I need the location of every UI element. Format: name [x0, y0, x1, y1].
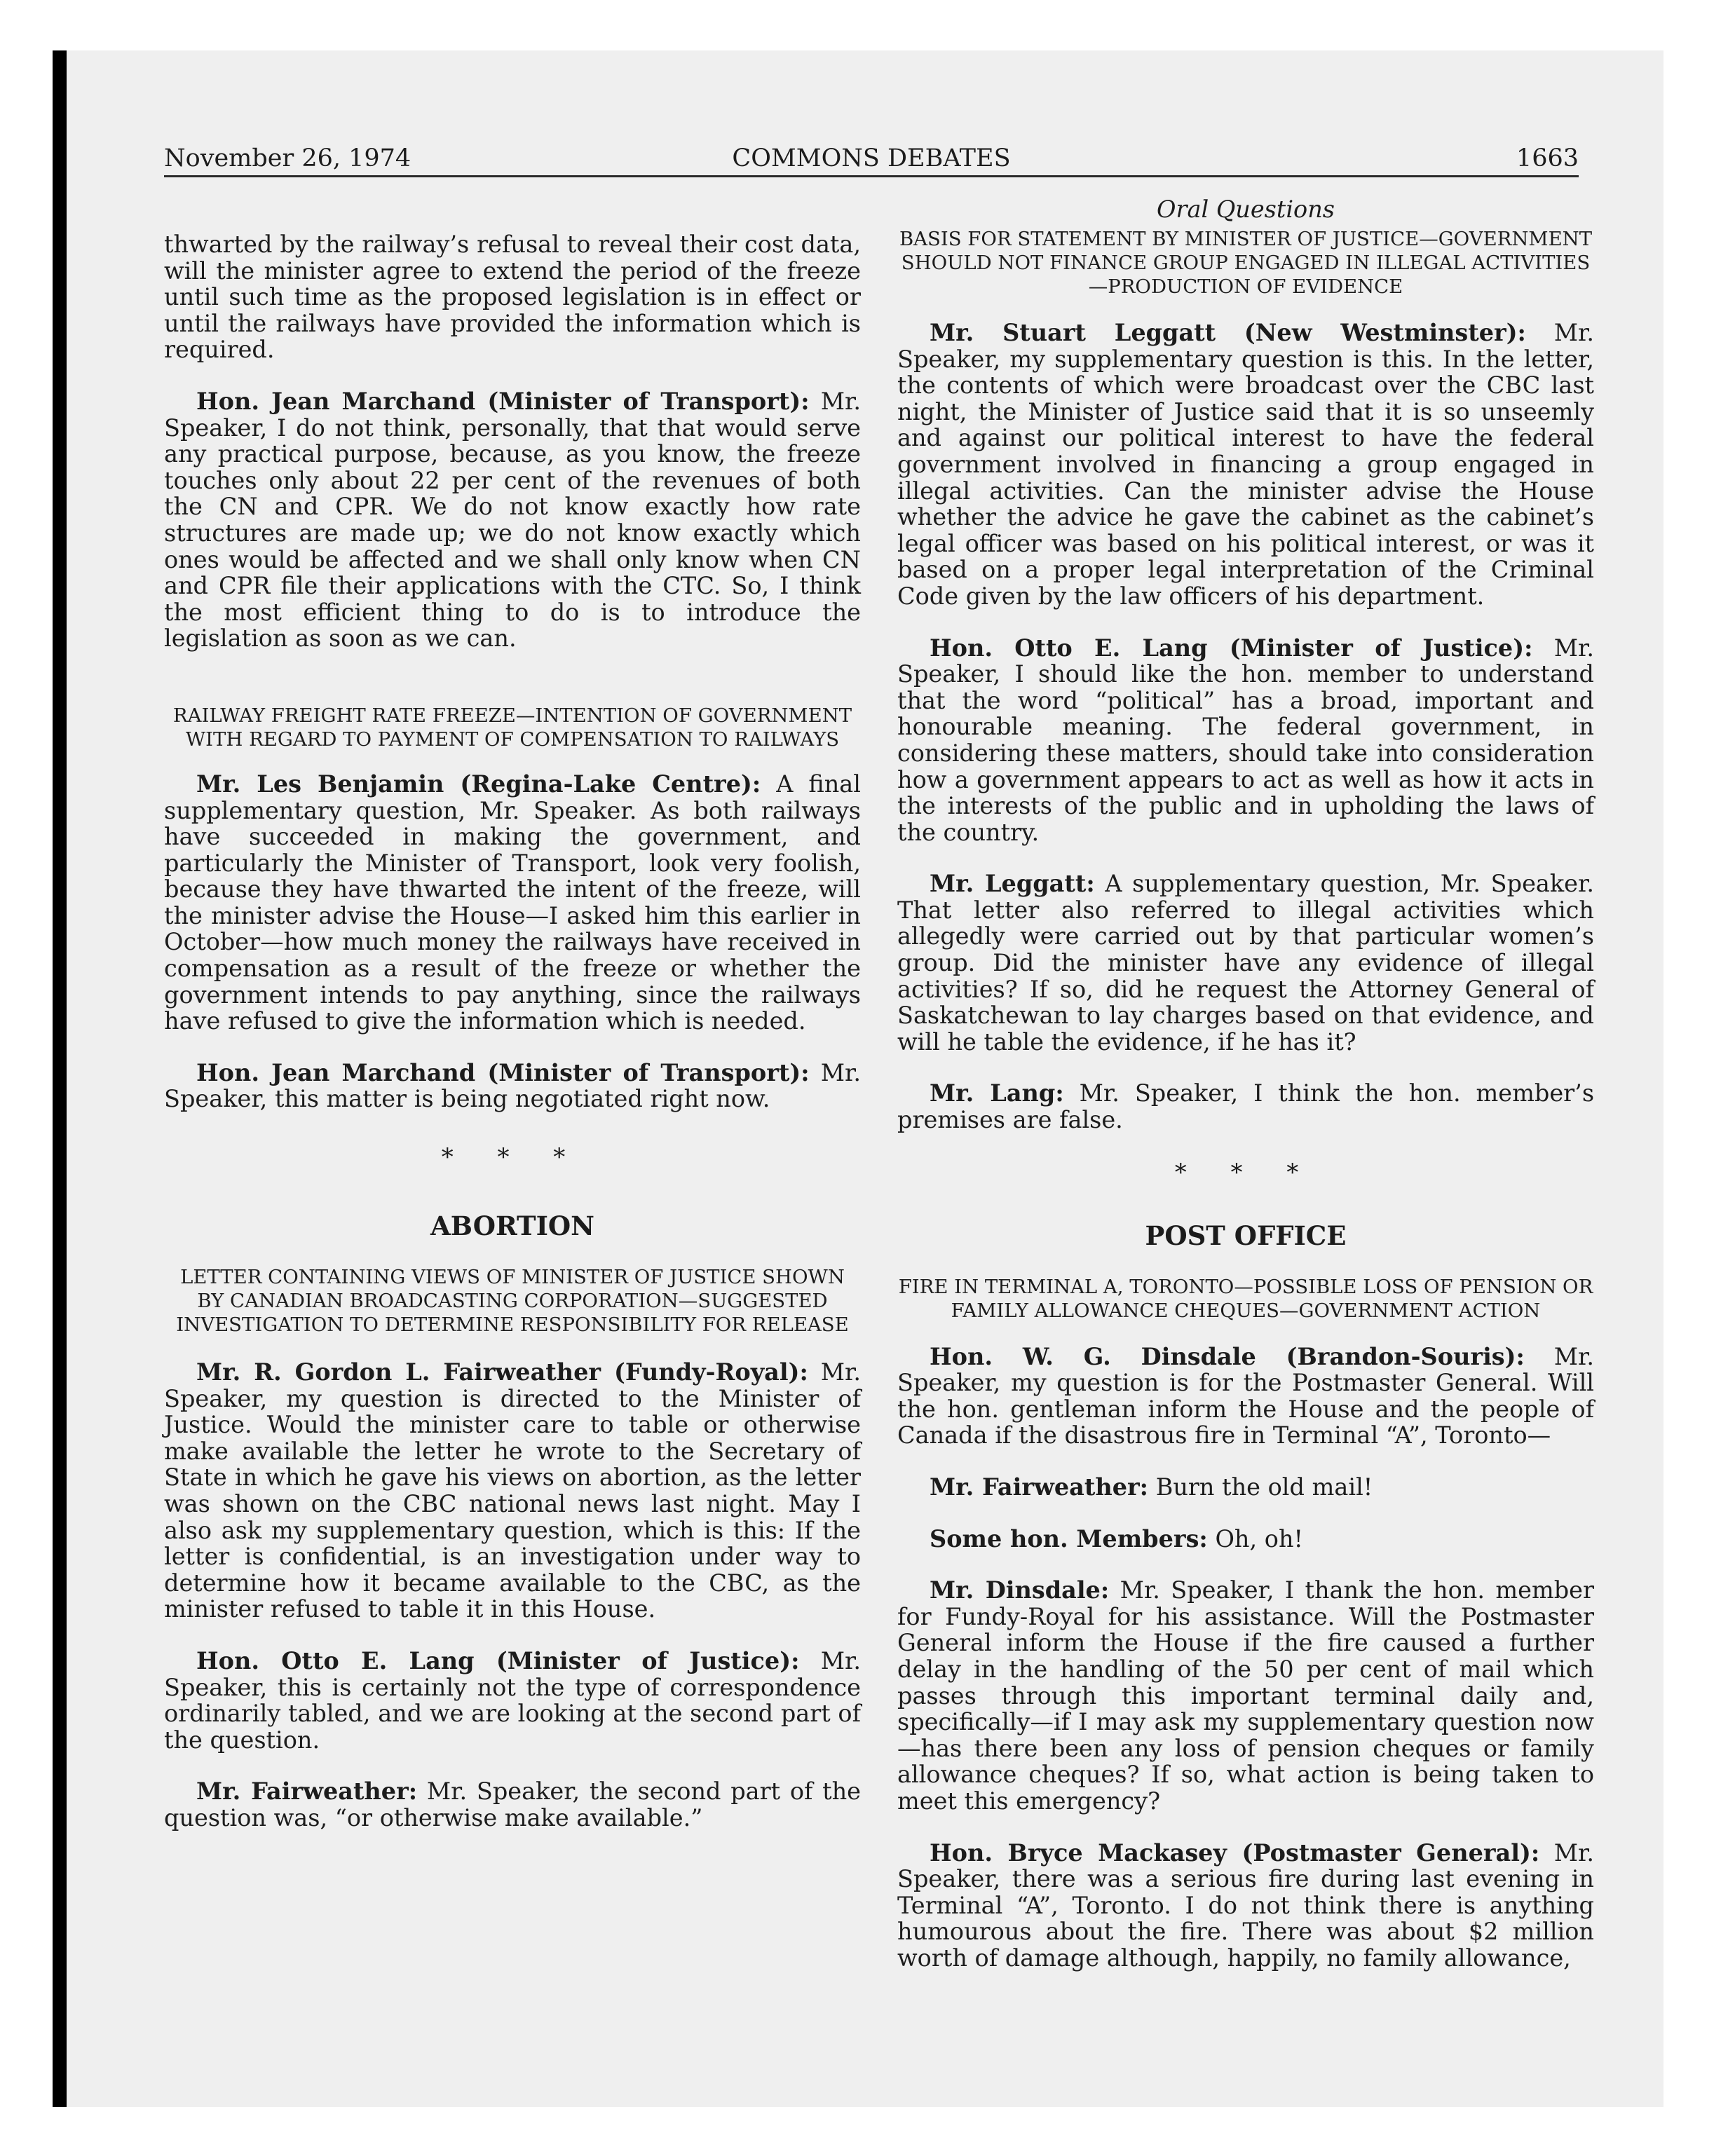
speaker-name: Some hon. Members: [930, 1524, 1208, 1553]
scan-edge-bar [53, 50, 67, 2107]
speaker-name: Mr. Stuart Leggatt (New Westminster): [930, 319, 1526, 346]
speaker-name: Hon. Jean Marchand (Minister of Transport): [196, 387, 810, 415]
subheading-fire-terminal: FIRE IN TERMINAL A, TORONTO—POSSIBLE LOSS OF PENSION OR FAMILY ALLOWANCE CHEQUES—GOVERNMENT ACTION [898, 1275, 1593, 1322]
speaker-name: Mr. Fairweather: [196, 1778, 418, 1806]
speech-text: Mr. Speaker, my supplementary question is this. In the letter, the contents of which were broadcast over the CBC last night, the Minister of Justice said that it is so unseemly and against our political interest to have the federal government involved in financing a group engaged in illegal activities. Can the minister advise the House whether the advice he gave the cabinet as the cabinet’s legal officer was based on his political interest, or was it based on a proper legal interpretation of the Criminal Code given by the law officers of his department. [897, 319, 1595, 610]
speaker-name: Hon. W. G. Dinsdale (Brandon-Souris): [930, 1342, 1525, 1370]
speech-paragraph [897, 1526, 1594, 1553]
continuation-paragraph: thwarted by the railway’s refusal to reveal their cost data, will the minister agree to extend the period of the freeze until such time as the proposed legislation is in effect or until the railways have provided the information which is required. [164, 231, 861, 364]
speaker-name: Mr. Lang: [930, 1079, 1064, 1107]
subheading-letter: LETTER CONTAINING VIEWS OF MINISTER OF JUSTICE SHOWN BY CANADIAN BROADCASTING CORPORATION—SUGGESTED INVESTIGATION TO DETERMINE RESPONSIBILITY FOR RELEASE [176, 1266, 849, 1337]
speaker-name: Mr. R. Gordon L. Fairweather (Fundy-Royal): [196, 1358, 808, 1386]
speaker-name: Mr. Dinsdale: [930, 1576, 1110, 1604]
speaker-name: Hon. Bryce Mackasey (Postmaster General): [930, 1838, 1540, 1867]
speech-text: Burn the old mail! [1148, 1473, 1373, 1501]
section-separator: * * * [441, 1143, 584, 1172]
speech-paragraph [897, 1577, 1594, 1814]
speech-text: Mr. Speaker, my question is for the Postmaster General. Will the hon. gentleman inform the House and the people of Canada if the disastrous fire in Terminal “A”, Toronto— [897, 1342, 1594, 1449]
speech-paragraph [164, 1778, 861, 1831]
header-title: COMMONS DEBATES [732, 144, 1011, 172]
speech-paragraph [164, 1060, 861, 1112]
section-heading-abortion: ABORTION [430, 1210, 594, 1242]
speaker-name: Hon. Jean Marchand (Minister of Transport): [196, 1058, 810, 1086]
speech-text: A supplementary question, Mr. Speaker. That letter also referred to illegal activities which allegedly were carried out by that particular women’s group. Did the minister have any evidence of illegal activities? If so, did he request the Attorney General of Saskatchewan to lay charges based on that evidence, and will he table the evidence, if he has it? [897, 870, 1594, 1056]
header-page-number: 1663 [1516, 144, 1579, 172]
right-column [897, 188, 1594, 1997]
speech-text: Mr. Speaker, I think the hon. member’s premises are false. [897, 1079, 1595, 1134]
speech-paragraph [897, 1474, 1594, 1501]
speech-paragraph [164, 1359, 861, 1623]
speech-text: Mr. Speaker, I should like the hon. member to understand that the word “political” has a broad, important and honourable meaning. The federal government, in considering these matters, should take into consideration how a government appears to act as well as how it acts in the interests of the public and in upholding the laws of the country. [897, 634, 1594, 846]
speech-text: A final supplementary question, Mr. Speaker. As both railways have succeeded in making the government, and particularly the Minister of Transport, look very foolish, because they have thwarted the intent of the freeze, will the minister advise the House—I asked him this earlier in October—how much money the railways have received in compensation as a result of the freeze or whether the government intends to pay anything, since the railways have refused to give the information which is needed. [164, 770, 861, 1035]
speech-paragraph [897, 871, 1594, 1055]
speech-text: Oh, oh! [1207, 1524, 1304, 1553]
speech-paragraph [164, 1648, 861, 1753]
speech-paragraph [897, 320, 1594, 610]
speaker-name: Mr. Les Benjamin (Regina-Lake Centre): [196, 770, 761, 798]
speech-text: Mr. Speaker, the second part of the question was, “or otherwise make available.” [164, 1778, 861, 1831]
section-heading-post-office: POST OFFICE [1145, 1220, 1347, 1251]
speaker-name: Mr. Fairweather: [930, 1473, 1149, 1501]
speech-text: Mr. Speaker, I do not think, personally, that that would serve any practical purpose, because, as you know, the freeze touches only about 22 per cent of the revenues of both the CN and CPR. We do not know exactly how rate structures are made up; we do not know exactly which ones would be affected and we shall only know when CN and CPR file their applications with the CTC. So, I think the most efficient thing to do is to introduce the legislation as soon as we can. [164, 387, 862, 653]
header-date: November 26, 1974 [164, 144, 411, 172]
running-head: Oral Questions [1157, 196, 1335, 223]
left-column [164, 188, 861, 1857]
speaker-name: Mr. Leggatt: [930, 870, 1095, 898]
speech-paragraph [897, 1344, 1594, 1449]
speech-text: Mr. Speaker, this matter is being negotiated right now. [164, 1058, 862, 1113]
subheading-basis-for-statement: BASIS FOR STATEMENT BY MINISTER OF JUSTICE—GOVERNMENT SHOULD NOT FINANCE GROUP ENGAGED IN ILLEGAL ACTIVITIES—PRODUCTION OF EVIDENCE [899, 228, 1593, 298]
speech-text: Mr. Speaker, I thank the hon. member for Fundy-Royal for his assistance. Will the Postmaster General inform the House if the fire caused a further delay in the handling of the 50 per cent of mail which passes through this important terminal daily and, specifically—if I may ask my supplementary question now—has there been any loss of pension cheques or family allowance cheques? If so, what action is being taken to meet this emergency? [897, 1576, 1594, 1815]
speech-paragraph [164, 388, 861, 652]
speaker-name: Hon. Otto E. Lang (Minister of Justice): [930, 634, 1533, 662]
speech-paragraph [897, 1840, 1594, 1972]
speech-paragraph [164, 771, 861, 1035]
section-separator: * * * [1174, 1158, 1317, 1187]
speech-paragraph [897, 1080, 1594, 1133]
subheading-railway-freeze: RAILWAY FREIGHT RATE FREEZE—INTENTION OF GOVERNMENT WITH REGARD TO PAYMENT OF COMPENSATION TO RAILWAYS [172, 704, 852, 751]
speaker-name: Hon. Otto E. Lang (Minister of Justice): [196, 1646, 800, 1674]
speech-text: Mr. Speaker, this is certainly not the type of correspondence ordinarily tabled, and we are looking at the second part of the question. [164, 1646, 861, 1754]
speech-paragraph [897, 635, 1594, 846]
page-header [164, 143, 1579, 177]
speech-text: Mr. Speaker, my question is directed to the Minister of Justice. Would the minister care to table or otherwise make available the letter he wrote to the Secretary of State in which he gave his views on abortion, as the letter was shown on the CBC national news last night. May I also ask my supplementary question, which is this: If the letter is confidential, is an investigation under way to determine how it became available to the CBC, as the minister refused to table it in this House. [164, 1358, 862, 1623]
speech-text: Mr. Speaker, there was a serious fire during last evening in Terminal “A”, Toronto. I do not think there is anything humourous about the fire. There was about $2 million worth of damage although, happily, no family allowance, [897, 1838, 1594, 1972]
